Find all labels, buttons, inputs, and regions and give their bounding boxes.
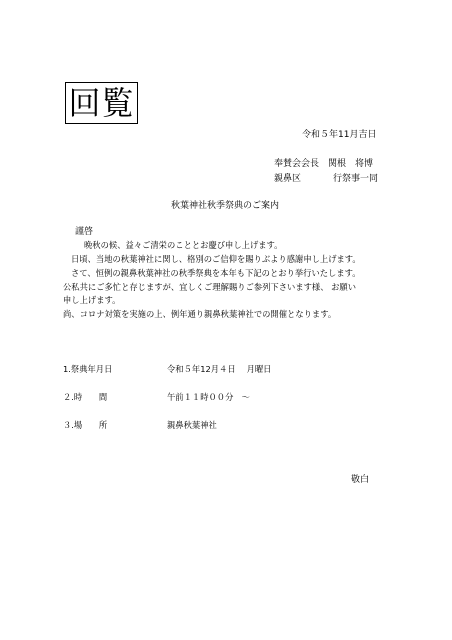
- detail-value-place: 親鼻秋葉神社: [167, 420, 217, 430]
- detail-value-date: 令和５年12月４日 月曜日: [167, 364, 272, 374]
- circulation-stamp: 回覧: [65, 82, 138, 124]
- detail-label-place: ３.場 所: [63, 420, 108, 430]
- detail-label-date: 1.祭典年月日: [63, 364, 113, 374]
- closing: 敬白: [351, 475, 370, 485]
- body-line-3: さて、恒例の親鼻秋葉神社の秋季祭典を本年も下記のとおり挙行いたします。: [71, 268, 361, 278]
- body-line-4: 公私共にご多忙と存じますが、宜しくご理解賜りご参列下さいます様、 お願い: [63, 282, 357, 292]
- body-line-1: 晩秋の候、益々ご清栄のこととお慶び申し上げます。: [84, 240, 283, 250]
- body-line-6: 尚、コロナ対策を実施の上、例年通り親鼻秋葉神社での開催となります。: [63, 309, 337, 319]
- sender-chairman: 奉賛会会長 関根 将博: [274, 159, 374, 169]
- issue-date: 令和５年11月吉日: [302, 130, 377, 140]
- sender-district: 親鼻区: [274, 174, 302, 184]
- detail-label-time: ２.時 間: [63, 392, 108, 402]
- document-title: 秋葉神社秋季祭典のご案内: [171, 201, 280, 211]
- body-line-2: 日頃、当地の秋葉神社に関し、格別のご信仰を賜りぶより感謝申し上げます。: [71, 254, 361, 264]
- salutation: 謹啓: [75, 227, 94, 237]
- body-line-5: 申し上げます。: [63, 295, 121, 305]
- sender-committee: 行祭事一同: [333, 174, 379, 184]
- detail-value-time: 午前１１時００分 ～: [167, 392, 250, 402]
